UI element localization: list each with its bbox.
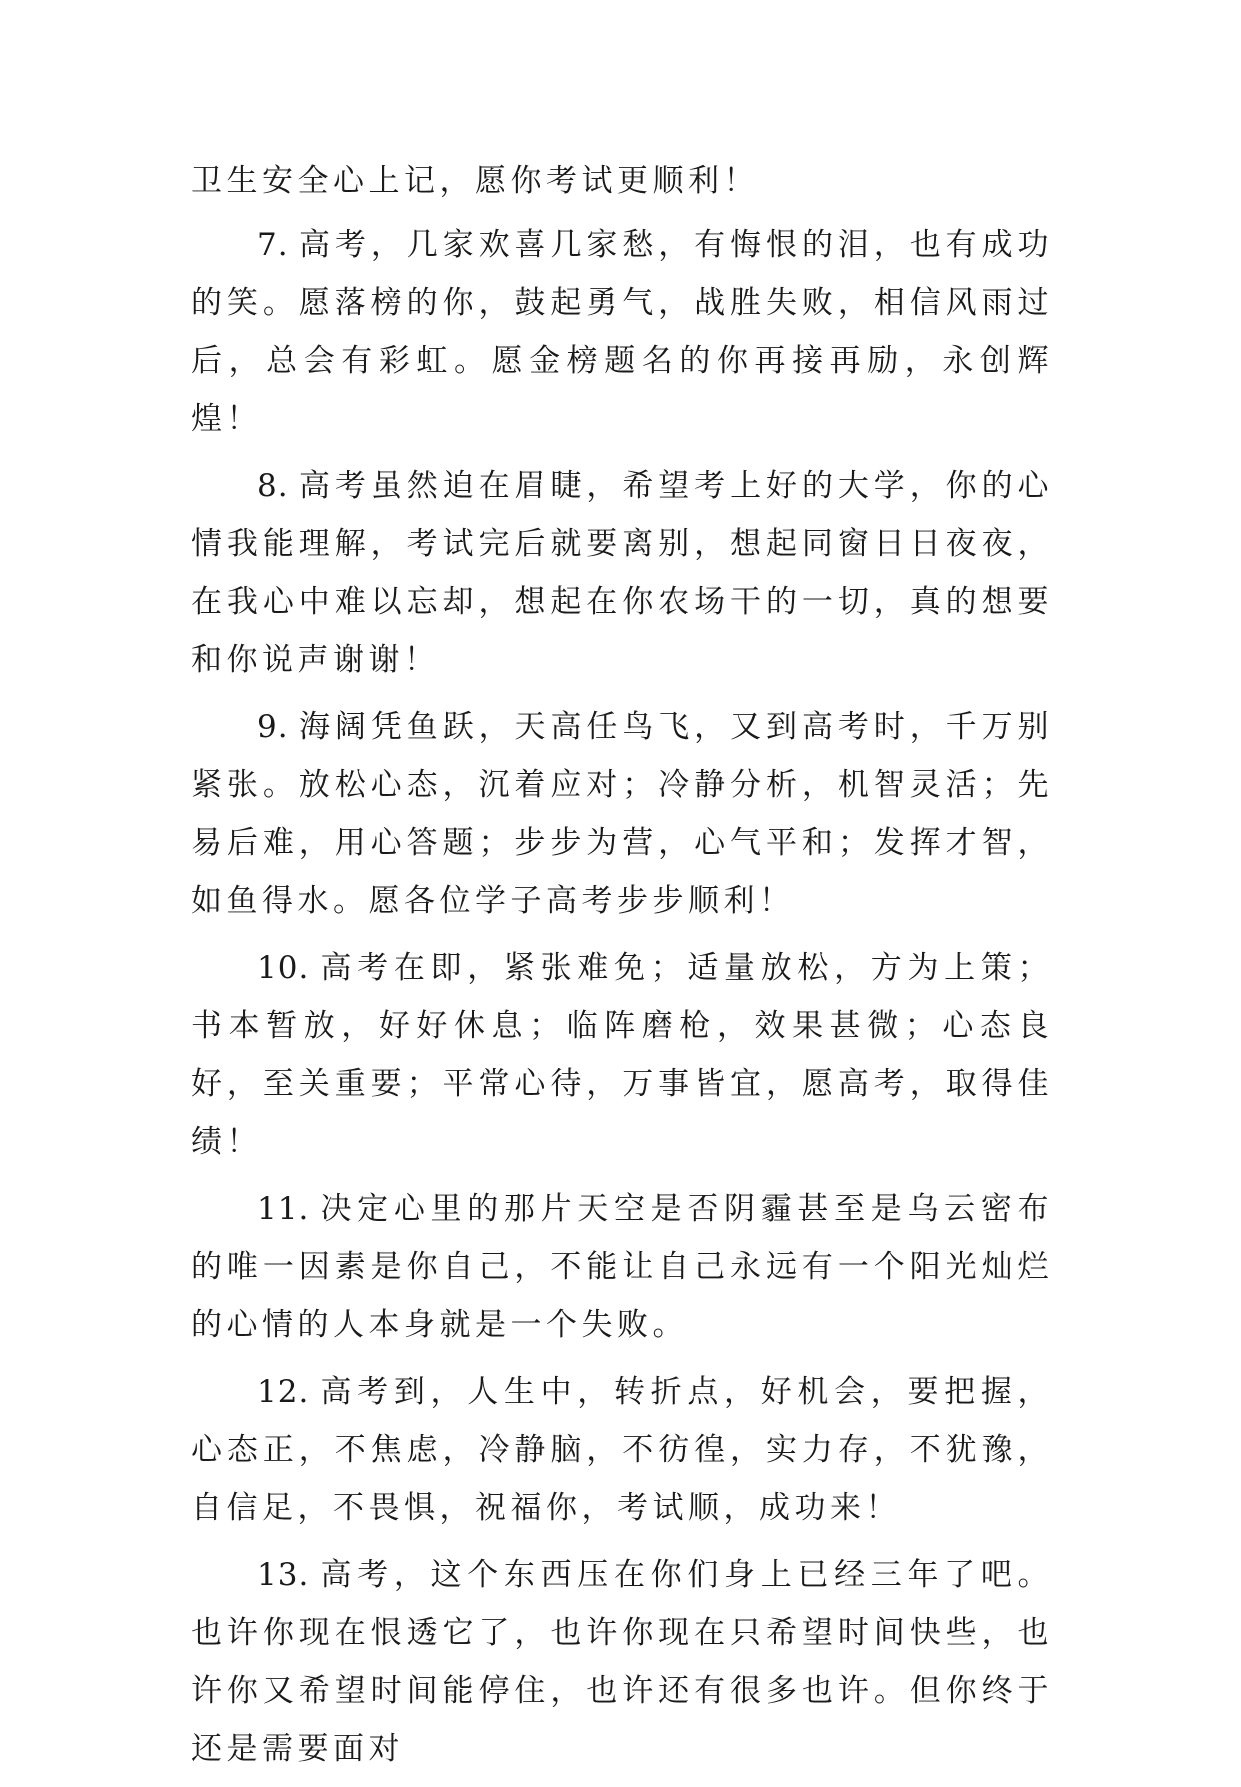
paragraph-13: [191, 1546, 1053, 1778]
paragraph-8: [191, 457, 1053, 689]
paragraph-text: 高考，几家欢喜几家愁，有悔恨的泪，也有成功的笑。愿落榜的你，鼓起勇气，战胜失败，相信风雨过后，总会有彩虹。愿金榜题名的你再接再励，永创辉煌！: [191, 227, 1053, 437]
paragraph-text: 高考，这个东西压在你们身上已经三年了吧。也许你现在恨透它了，也许你现在只希望时间快些，也许你又希望时间能停住，也许还有很多也许。但你终于还是需要面对: [191, 1557, 1053, 1767]
paragraph-10: [191, 939, 1053, 1171]
paragraph-number: 13.: [257, 1557, 310, 1593]
paragraph-text: 卫生安全心上记，愿你考试更顺利！: [191, 163, 759, 199]
paragraph-number: 8.: [257, 468, 289, 504]
paragraph-text: 高考在即，紧张难免；适量放松，方为上策；书本暂放，好好休息；临阵磨枪，效果甚微；心态良好，至关重要；平常心待，万事皆宜，愿高考，取得佳绩！: [191, 950, 1053, 1160]
paragraph-text: 高考虽然迫在眉睫，希望考上好的大学，你的心情我能理解，考试完后就要离别，想起同窗日日夜夜，在我心中难以忘却，想起在你农场干的一切，真的想要和你说声谢谢！: [191, 468, 1053, 678]
paragraph-number: 7.: [257, 227, 289, 263]
paragraph-continuation: [191, 152, 1053, 210]
paragraph-text: 海阔凭鱼跃，天高任鸟飞，又到高考时，千万别紧张。放松心态，沉着应对；冷静分析，机智灵活；先易后难，用心答题；步步为营，心气平和；发挥才智，如鱼得水。愿各位学子高考步步顺利！: [191, 709, 1053, 919]
paragraph-number: 9.: [257, 709, 289, 745]
paragraph-11: [191, 1180, 1053, 1354]
paragraph-text: 决定心里的那片天空是否阴霾甚至是乌云密布的唯一因素是你自己，不能让自己永远有一个阳光灿烂的心情的人本身就是一个失败。: [191, 1191, 1053, 1343]
paragraph-12: [191, 1363, 1053, 1537]
paragraph-number: 10.: [257, 950, 310, 986]
paragraph-number: 12.: [257, 1374, 310, 1410]
paragraph-9: [191, 698, 1053, 930]
document-body: [191, 152, 1053, 1787]
paragraph-number: 11.: [257, 1191, 310, 1227]
paragraph-text: 高考到，人生中，转折点，好机会，要把握，心态正，不焦虑，冷静脑，不彷徨，实力存，不犹豫，自信足，不畏惧，祝福你，考试顺，成功来！: [191, 1374, 1053, 1526]
paragraph-7: [191, 216, 1053, 448]
